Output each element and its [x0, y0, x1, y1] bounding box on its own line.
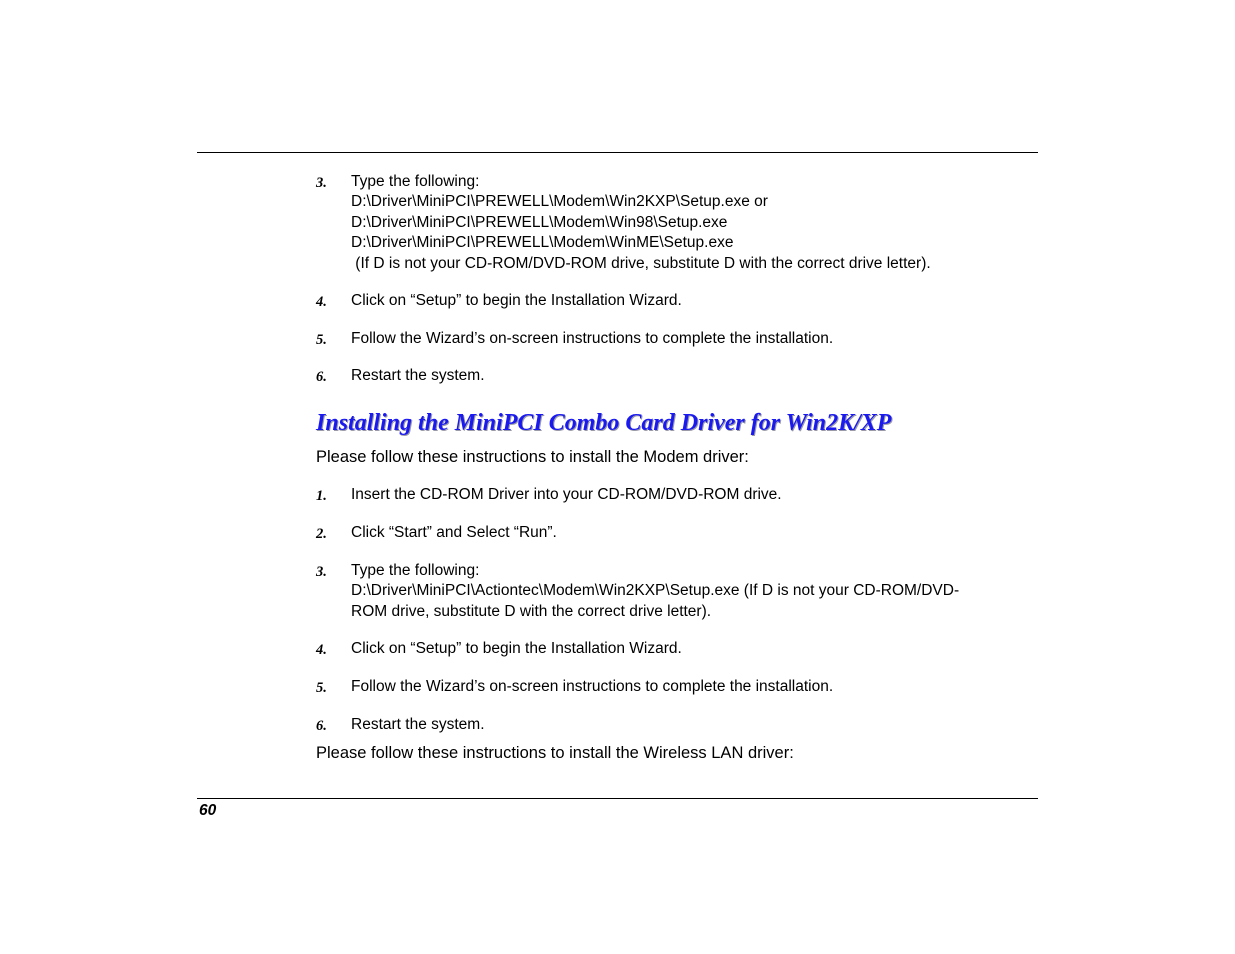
step-1-insert-cd: [316, 485, 1036, 505]
step-3-modem-paths: [316, 172, 1036, 274]
step-6-restart: [316, 366, 1036, 386]
step-note: (If D is not your CD-ROM/DVD-ROM drive, substitute D with the correct drive letter).: [351, 254, 931, 272]
step-note: ROM drive, substitute D with the correct drive letter).: [351, 602, 712, 620]
step-number: 4.: [316, 642, 327, 658]
section-intro: Please follow these instructions to install the Modem driver:: [316, 448, 749, 466]
step-text: Insert the CD-ROM Driver into your CD-ROM/DVD-ROM drive.: [351, 486, 782, 503]
step-number: 5.: [316, 332, 327, 348]
step-number: 3.: [316, 564, 327, 580]
section-heading: Installing the MiniPCI Combo Card Driver for Win2K/XP: [316, 410, 892, 436]
step-text: Type the following:: [351, 562, 480, 579]
step-number: 1.: [316, 488, 327, 504]
page-number: 60: [199, 802, 217, 819]
step-5-wizard: [316, 677, 1036, 697]
file-path: D:\Driver\MiniPCI\Actiontec\Modem\Win2KXP\Setup.exe (If D is not your CD-ROM/DVD-: [351, 582, 960, 600]
step-text: Restart the system.: [351, 367, 485, 384]
step-text: Click on “Setup” to begin the Installation Wizard.: [351, 640, 682, 657]
file-path: D:\Driver\MiniPCI\PREWELL\Modem\Win2KXP\Setup.exe or: [351, 193, 768, 211]
step-2-start-run: [316, 523, 1036, 543]
step-text: Follow the Wizard’s on-screen instructions to complete the installation.: [351, 330, 834, 347]
step-number: 4.: [316, 294, 327, 310]
step-number: 6.: [316, 369, 327, 385]
step-4-setup: [316, 291, 1036, 311]
footer-rule: [197, 798, 1038, 799]
step-number: 5.: [316, 680, 327, 696]
step-text: Click on “Setup” to begin the Installation Wizard.: [351, 292, 682, 309]
step-text: Follow the Wizard’s on-screen instructions to complete the installation.: [351, 678, 834, 695]
step-number: 2.: [316, 526, 327, 542]
step-3-modem-path: [316, 561, 1036, 622]
step-number: 3.: [316, 175, 327, 191]
step-text: Type the following:: [351, 173, 480, 190]
step-text: Click “Start” and Select “Run”.: [351, 524, 557, 541]
header-rule: [197, 152, 1038, 153]
step-text: Restart the system.: [351, 716, 485, 733]
file-path: D:\Driver\MiniPCI\PREWELL\Modem\Win98\Setup.exe: [351, 213, 728, 231]
step-4-setup: [316, 639, 1036, 659]
step-6-restart: [316, 715, 1036, 735]
step-number: 6.: [316, 718, 327, 734]
closing-paragraph: Please follow these instructions to install the Wireless LAN driver:: [316, 744, 794, 762]
step-5-wizard: [316, 329, 1036, 349]
file-path: D:\Driver\MiniPCI\PREWELL\Modem\WinME\Setup.exe: [351, 234, 734, 252]
